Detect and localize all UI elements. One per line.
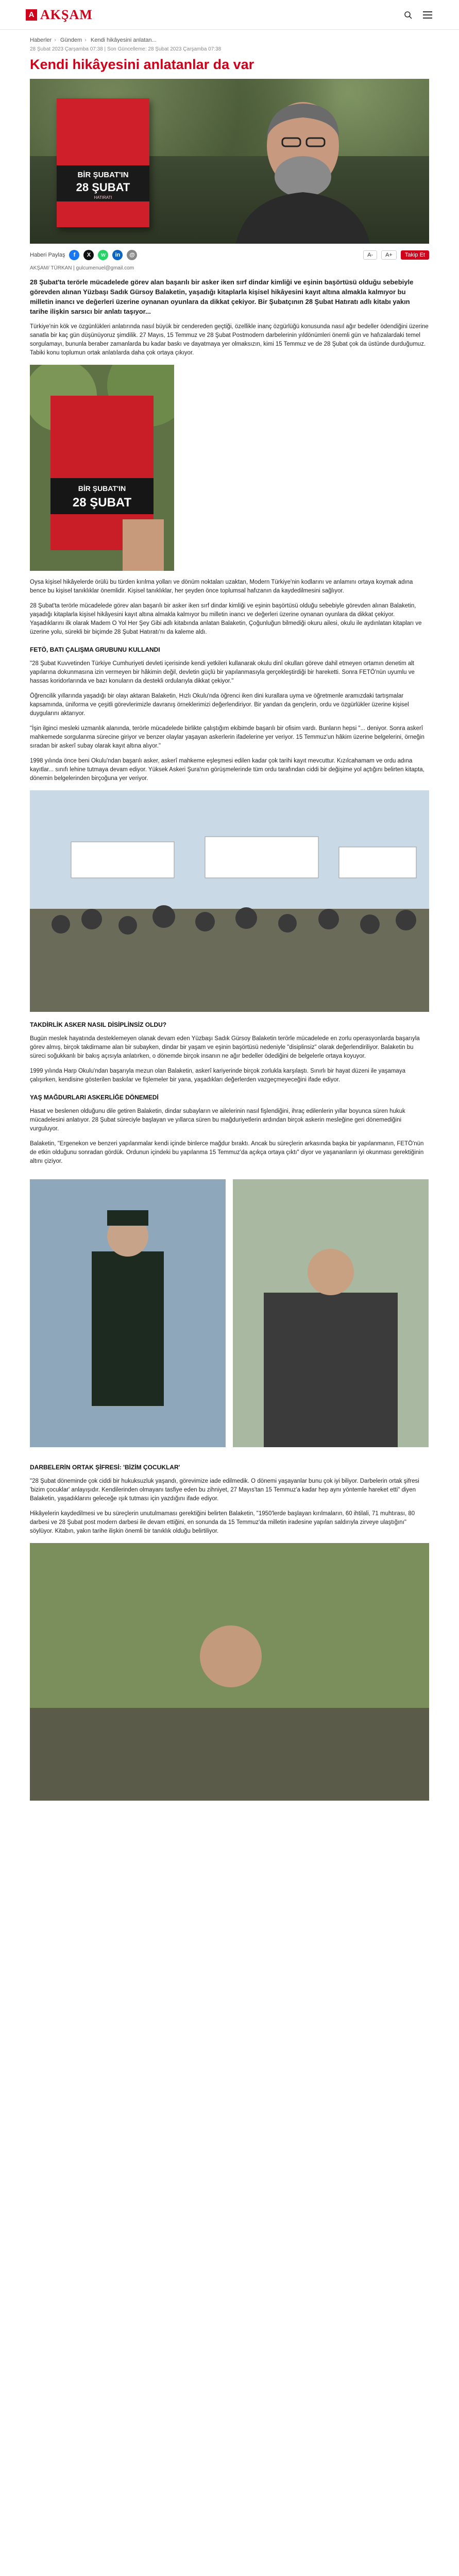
facebook-icon[interactable]: f [69,250,79,260]
photo-pair [30,1172,429,1454]
svg-text:28 ŞUBAT: 28 ŞUBAT [72,496,132,510]
section-heading: FETÖ, BATI ÇALIŞMA GRUBUNU KULLANDI [30,646,160,654]
paragraph: Hikâyelerin kaydedilmesi ve bu süreçlerin unutulmaması gerektiğini belirten Balaketin, "1950'lerde başlayan kırılmaların, 60 ihtilali, 71 muhtırası, 80 darbesi ve 28 Şubat post modern darbesi ile devam ettiğini, en sonunda da 15 Temmuz'da milletin iradesine yapılan saldırıyla zirveye ulaştığını" söylüyor. Kitabın, yakın tarihe ilişkin önemli bir tanıklık olduğu belirtiliyor. [30,1511,415,1535]
paragraph: 1998 yılında önce beni Okulu'ndan başarılı asker, askerî mahkeme eşleşmesi edilen kadar çok tarihi kayıt mevcuttur. Kızılcahamam ve ordu adına kayıtlar... sınıfı lehine tutmaya devam ediyor. Yüksek Askeri Şura'nın görüşmelerinde tüm ordu tarafından ciddi bir değişime yol açtığını belirten kitapta, dönemin belgelerinden birçoğuna yer veriyor. [30,758,424,782]
article-dates: 28 Şubat 2023 Çarşamba 07:38 | Son Güncelleme: 28 Şubat 2023 Çarşamba 07:38 [30,46,222,52]
paragraph: Balaketin, "Ergenekon ve benzeri yapılanmalar kendi içinde binlerce mağdur bıraktı. Ancak bu süreçlerin arkasında başka bir yapılanmanın, FETÖ'nün de etkin olduğunu sonradan gördük. Ordunun içindeki bu yapılanma 15 Temmuz'da açıkça ortaya çıktı" diyor ve yaşananların iyi okunması gerektiğinin altını çiziyor. [30,1141,424,1165]
uniform-photo [30,1179,226,1447]
x-twitter-icon[interactable]: X [83,250,94,260]
paragraph: Oysa kişisel hikâyelerde örülü bu türden kırılma yolları ve dönüm noktaları uzaktan, Modern Türkiye'nin kodlarını ve anlamını ortaya koymak adına bence bu kişisel tanıklıklar önemlidir. Kişisel tanıklıklar, her şeyden önce toplumsal hafızanın da kaydedilmesini sağlıyor. [30,579,413,595]
hero-image [30,79,429,244]
book-title-big: 28 ŞUBAT [76,181,130,194]
share-bar [30,250,429,260]
book-photo [30,365,174,571]
ceremony-photo [233,1179,429,1447]
menu-icon[interactable] [422,9,433,21]
author-portrait [184,89,401,244]
section-heading: DARBELERİN ORTAK ŞİFRESİ: 'BİZİM ÇOCUKLAR' [30,1464,180,1471]
svg-text:BİR ŞUBAT'IN: BİR ŞUBAT'IN [78,484,126,493]
book-cover [57,98,149,227]
paragraph: Öğrencilik yıllarında yaşadığı bir olayı aktaran Balaketin, Hızlı Okulu'nda öğrenci iken dini kurallara uyma ve öğretmenle aramızdaki tartışmalar kapsamında, üniforma ve çeşitli görevlerimizle davranış örneklerimizi değerlendiriyor. Bir yandan da gençlerin, ordu ve özgürlükler üzerine kişisel duygularını aktarıyor. [30,693,409,717]
section-heading: YAŞ MAĞDURLARI ASKERLİĞE DÖNEMEDİ [30,1094,159,1101]
paragraph: 28 Şubat'ta terörle mücadelede görev alan başarılı bir asker iken sırf dindar kimliği ve eşinin başörtüsü olduğu sebebiyle görevden alınan Balaketin, yaşadığı kitaplarla kişisel hikâyesini kayıt altına almakla kalmıyor bu milletin inancı ve değerleri üzerine oynanan oyunlara da dikkat çekiyor. Yaşadıklarını ilk olarak Madem O Yol Her Şey Gibi adlı kitabında anlatan Balaketin, Çoğunluğun bilmediği okuru ailesi, okulu ile aydınlatan kitapları ve üzerine yolu, sürekli bir biçimde 28 Şubat Hatıratı'nı da kaleme aldı. [30,603,422,636]
whatsapp-icon[interactable]: w [98,250,108,260]
site-logo[interactable] [26,7,93,23]
book-title-small: BİR ŞUBAT'IN [77,171,129,180]
bottom-photo [30,1543,429,1801]
paragraph: "İşin ilginci mesleki uzmanlık alanında, terörle mücadelede birlikte çalıştığım ekibimde başarılı bir ofisim vardı. Bunların hepsi "... deniyor. Sonra askerî mahkemede sorgulanma sürecine giriyor ve benzer olaylar yaşayan askerlerin ifadelerine yer veriyor. 15 Temmuz'un hâkim üzerine belgelerini, örneğin sıradan bir askerî subay olarak kayıt altına alıyor." [30,725,424,750]
article-container [0,37,459,1801]
share-label: Haberi Paylaş [30,252,65,259]
linkedin-icon[interactable]: in [112,250,123,260]
font-decrease-button[interactable]: A- [363,250,377,260]
top-navigation [0,0,459,30]
paragraph: Bugün meslek hayatında desteklemeyen olanak devam eden Yüzbaşı Sadık Gürsoy Balaketin terörle mücadelede en zorlu operasyonlarda başarıyla görev almış, birçok takdirname alan bir subayken, dindar bir yaşam ve eşinin başörtüsü nedeniyle "disiplinsiz" olarak değerlendiriliyor. Balaketin bu süreci soğukkanlı bir bakış açısıyla anlatırken, o dönemde birçok insanın ne ağır bedeller ödediğini de belgelerle ortaya koyuyor. [30,1036,420,1060]
protest-photo [30,790,429,1012]
article-title: Kendi hikâyesini anlatanlar da var [30,57,254,72]
paragraph: "28 Şubat Kuvvetinden Türkiye Cumhuriyeti devleti içerisinde kendi yetkileri kullanarak okulu dinî okulları göreve dahil etmeyen ortamın denetim alt yapılarına dokunmasına izin vermeyen bir hâkimin değil, devletin güçlü bir yapılanmasıyla gerçekleştirdiği bir hareketti. Sonra FETÖ'nün uyumlu ve hassas koridorlarında ve bazı konuların da destekli ordularıyla dikkat çekiyor." [30,660,415,685]
logo-text: AKŞAM [40,7,93,22]
article-lead: 28 Şubat'ta terörle mücadelede görev alan başarılı bir asker iken sırf dindar kimliği ve eşinin başörtüsü olduğu sebebiyle görevden alınan Yüzbaşı Sadık Gürsoy Balaketin, yaşadığı kitaplarla kişisel hikâyesini kayıt altına almakla kalmıyor bu milletin inancı ve değerleri üzerine oynanan oyunlara da dikkat çekiyor. Bir Şubatçının 28 Şubat Hatıratı adlı kitabı yakın tarihe ilişkin sarsıcı bir anlatı taşıyor... [30,278,414,316]
font-increase-button[interactable]: A+ [381,250,397,260]
paragraph: Türkiye'nin kök ve özgünlükleri anlatırında nasıl büyük bir cendereden geçtiği, özellikle inanç özgürlüğü konusunda nasıl ağır bedeller ödendiğini üzerine sanatla bir kaç gün düşünüyoruz şimdilik. 27 Mayıs, 15 Temmuz ve 28 Şubat Postmodern darbelerinin yıldönümleri önemli gün ve hafızalardaki temel sorgulamayı, bununla beraber zamanlarda bu kadar baskı ve dayatmaya yer olmaksızın, kimi 15 Temmuz ve de 28 Şubat çok da üstünde durduğumuz. Tabiki konu toplumun ortak anlatılarda daha çok ortaya çıkıyor. [30,324,429,357]
logo-mark: A [26,9,37,21]
section-heading: TAKDİRLİK ASKER NASIL DİSİPLİNSİZ OLDU? [30,1021,167,1029]
follow-button[interactable]: Takip Et [401,250,429,260]
breadcrumb-home[interactable]: Haberler [30,37,52,43]
breadcrumb-current: Kendi hikâyesini anlatan... [90,37,157,43]
mail-icon[interactable]: @ [127,250,137,260]
breadcrumb: Haberler › Gündem › Kendi hikâyesini anlatan... [30,37,157,43]
paragraph: 1999 yılında Harp Okulu'ndan başarıyla mezun olan Balaketin, askerî kariyerinde birçok zorlukla karşılaştı. Sınırlı bir hayat düzeni ile yaşamaya çalışırken, kendisine gösterilen baskılar ve fişlemeler bir yana, yaşadıkları değerlerden vazgeçmeyeceğini ifade ediyor. [30,1068,405,1083]
book-subtitle: HATIRATI [94,195,112,200]
paragraph: "28 Şubat döneminde çok ciddi bir hukuksuzluk yaşandı, görevimize iade edilmedik. O dönemi yaşayanlar bunu çok iyi biliyor. Darbelerin ortak şifresi 'bizim çocuklar' anlayışıdır. Kendilerinden olmayanı tasfiye eden bu zihniyet, 27 Mayıs'tan 15 Temmuz'a kadar hep aynı yöntemle hareket etti" diyen Balaketin, yaşadıklarını geleceğe ışık tutması için yazdığını ifade ediyor. [30,1478,419,1502]
breadcrumb-category[interactable]: Gündem [60,37,82,43]
top-icons [402,9,433,21]
paragraph: Hasat ve beslenen olduğunu dile getiren Balaketin, dindar subayların ve ailelerinin nasıl fişlendiğini, ihraç edilenlerin yıllar boyunca süren hukuk mücadelesini anlatıyor. 28 Şubat süreciyle başlayan ve yıllarca süren bu mağduriyetlerin ardından birçok askerin mesleğine geri dönemediğini vurguluyor. [30,1108,405,1132]
author-line: AKŞAM/ TÜRKAN | gulcumenuel@gmail.com [30,265,134,272]
search-icon[interactable] [402,9,414,21]
